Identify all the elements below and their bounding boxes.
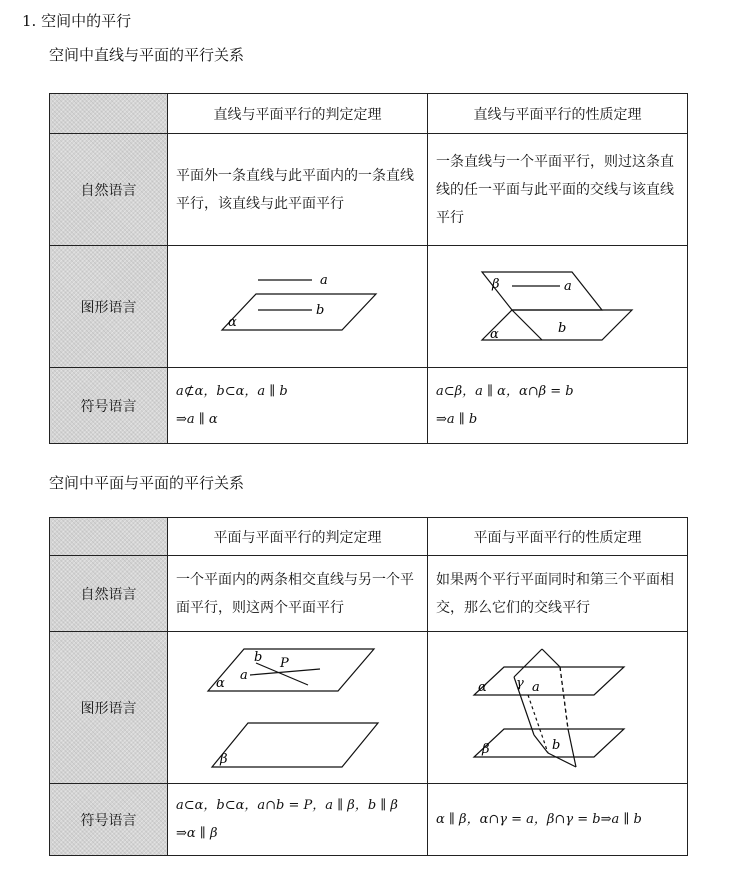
line-plane-parallel-table [49, 93, 688, 444]
plane-plane-judgement-figure [198, 643, 398, 773]
label-b: b [551, 737, 560, 753]
t1-symbol-col2 [428, 368, 688, 444]
plane-intersection-figure [468, 266, 648, 348]
t2-row-symbol-label: 符号语言 [50, 784, 168, 856]
label-a: a [319, 272, 328, 288]
plane-plane-parallel-table [49, 517, 688, 856]
t2-natural-col1: 一个平面内的两条相交直线与另一个平面平行，则这两个平面平行 [168, 556, 428, 632]
label-beta: β [481, 741, 490, 757]
table1-title: 空间中直线与平面的平行关系 [49, 46, 245, 64]
label-b: b [253, 649, 262, 665]
t1-col2-header: 直线与平面平行的性质定理 [428, 94, 688, 134]
label-a: a [531, 679, 540, 695]
t1-natural-col1: 平面外一条直线与此平面内的一条直线平行，该直线与此平面平行 [168, 134, 428, 246]
t2-symbol-col1-line2: ⇒α ∥ β [176, 825, 218, 841]
corner-cell [50, 518, 168, 556]
label-alpha: α [215, 675, 225, 691]
t2-row-figure-label: 图形语言 [50, 632, 168, 784]
t2-col2-header: 平面与平面平行的性质定理 [428, 518, 688, 556]
t1-col1-header: 直线与平面平行的判定定理 [168, 94, 428, 134]
t1-symbol-col2-line1: a⊂β，a ∥ α，α∩β = b [436, 383, 574, 399]
t1-symbol-col1-line2: ⇒a ∥ α [176, 411, 218, 427]
t2-symbol-col1-line1: a⊂α，b⊂α，a∩b = P，a ∥ β，b ∥ β [176, 797, 398, 813]
t2-figure-col2 [428, 632, 688, 784]
line-parallel-plane-figure [208, 272, 388, 342]
t2-figure-col1 [168, 632, 428, 784]
t2-symbol-col1 [168, 784, 428, 856]
label-gamma: γ [515, 675, 524, 691]
label-a: a [239, 667, 248, 683]
t2-col1-header: 平面与平面平行的判定定理 [168, 518, 428, 556]
label-b: b [557, 320, 566, 336]
section-title: 1. 空间中的平行 [22, 12, 132, 30]
t1-figure-col1 [168, 246, 428, 368]
t2-symbol-col2: α ∥ β，α∩γ = a，β∩γ = b⇒a ∥ b [428, 784, 688, 856]
t1-row-natural-label: 自然语言 [50, 134, 168, 246]
corner-cell [50, 94, 168, 134]
label-P: P [279, 655, 289, 671]
t1-symbol-col1-line1: a⊄α，b⊂α，a ∥ b [176, 383, 288, 399]
t2-row-natural-label: 自然语言 [50, 556, 168, 632]
label-alpha: α [489, 326, 499, 342]
t1-row-figure-label: 图形语言 [50, 246, 168, 368]
label-b: b [315, 302, 324, 318]
plane-plane-property-figure [468, 643, 648, 773]
label-beta: β [219, 751, 228, 767]
label-alpha: α [227, 314, 237, 330]
t1-figure-col2 [428, 246, 688, 368]
label-alpha: α [477, 679, 487, 695]
t1-row-symbol-label: 符号语言 [50, 368, 168, 444]
label-a: a [563, 278, 572, 294]
t1-natural-col2: 一条直线与一个平面平行，则过这条直线的任一平面与此平面的交线与该直线平行 [428, 134, 688, 246]
t1-symbol-col2-line2: ⇒a ∥ b [436, 411, 478, 427]
t1-symbol-col1 [168, 368, 428, 444]
table2-title: 空间中平面与平面的平行关系 [49, 474, 245, 492]
label-beta: β [491, 276, 500, 292]
t2-natural-col2: 如果两个平行平面同时和第三个平面相交，那么它们的交线平行 [428, 556, 688, 632]
